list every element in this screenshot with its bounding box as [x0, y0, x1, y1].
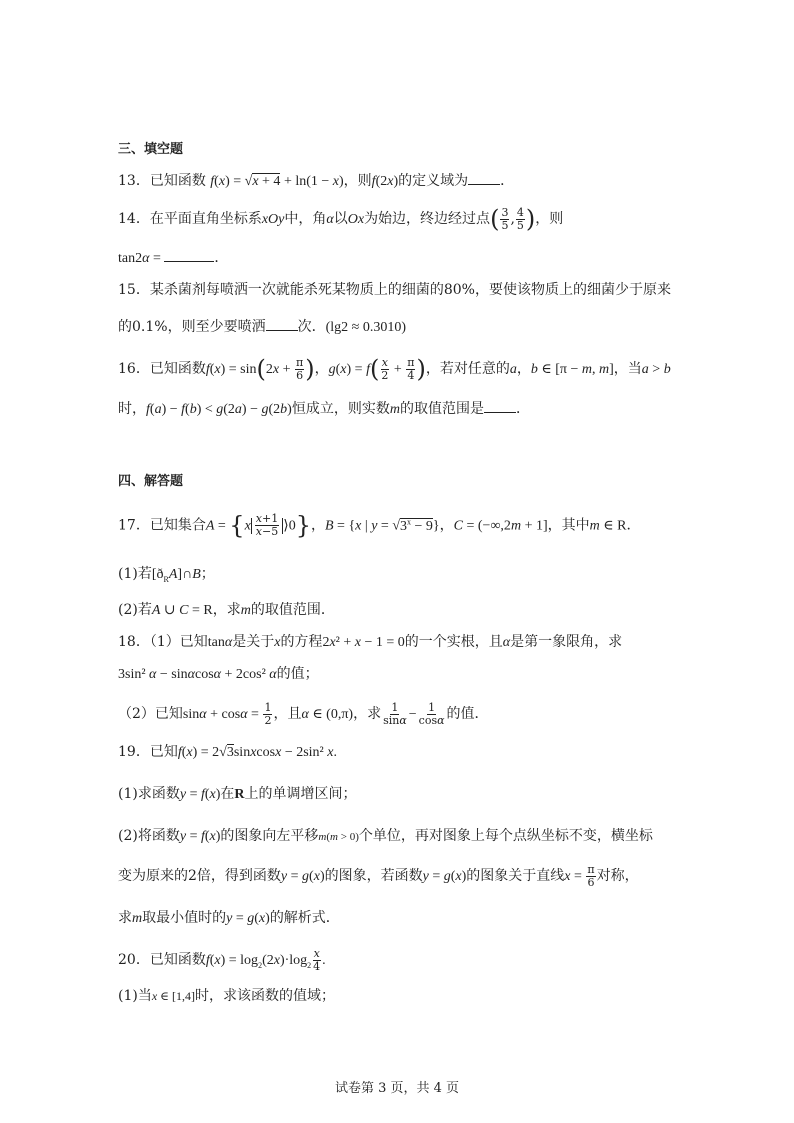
q20-number: 20． [118, 952, 150, 968]
question-16-line-2: 时，f(a) − f(b) < g(2a) − g(2b)恒成立，则实数m的取值范围是 ． [118, 398, 530, 420]
question-17-part-2: (2)若A ∪ C = R，求m的取值范围． [118, 602, 335, 618]
answer-blank [468, 170, 500, 185]
question-20: 20．已知函数$f(x) = \log_2(2x)\cdot\log_2$ $\frac{x}{4}$ . [118, 946, 326, 973]
q19-number: 19． [118, 744, 150, 760]
page-footer: 试卷第 3 页，共 4 页 [334, 1081, 460, 1096]
q14-number: 14． [118, 211, 150, 227]
question-19-part-2: (2)将函数y = f(x)的图象向左平移m(m > 0)个单位，再对图象上每个点纵坐标不变，横坐标 [118, 828, 653, 844]
q13-formula: f(x) = √x + 4 + ln(1 − x) [210, 174, 344, 189]
question-19-part-1: (1)求函数y = f(x)在R上的单调增区间； [118, 786, 357, 802]
answer-blank [164, 247, 214, 262]
question-19-part-2-line-3: 求m取最小值时的y = g(x)的解析式． [118, 910, 340, 926]
question-14: 14．在平面直角坐标系xOy中，角α以Ox为始边，终边经过点( $\frac{3}{5}$ , $\frac{4}{5}$ )，则 [118, 205, 564, 233]
question-20-part-1: (1)当x ∈ [1,4]时，求该函数的值域； [118, 988, 336, 1004]
question-18: 18．（1）已知tanα是关于x的方程2x² + x − 1 = 0的一个实根，且α是第一象限角，求 [118, 634, 623, 650]
question-15: 15．某杀菌剂每喷洒一次就能杀死某物质上的细菌的80%，要使该物质上的细菌少于原来 [118, 282, 671, 298]
q17-number: 17． [118, 517, 150, 534]
answer-blank [266, 316, 298, 331]
section-answer-title: 四、解答题 [118, 474, 184, 489]
question-16: 16．已知函数f(x) = sin(2x + $\frac{\pi}{6}$ )，g(x) = f( $\frac{x}{2}$ + $\frac{\pi}{4}$ )，若对任意的a，b ∈ [π − m, m]，当a > b [118, 355, 671, 383]
section-fill-in-title: 三、填空题 [118, 142, 184, 157]
question-15-line-2: 的0.1%，则至少要喷洒 次．(lg2 ≈ 0.3010) [118, 316, 406, 338]
q13-number: 13． [118, 173, 150, 189]
question-14-answer-line: tan2α = ． [118, 247, 228, 269]
q15-hint: (lg2 ≈ 0.3010) [325, 320, 406, 335]
question-19: 19．已知f(x) = 2√3sinxcosx − 2sin² x. [118, 744, 337, 760]
question-17-part-1: (1)若$[ð_RA]\cap B$； [118, 566, 215, 584]
q18-number: 18． [118, 634, 150, 650]
question-13: 13．已知函数 f(x) = √x + 4 + ln(1 − x)，则f(2x)的定义域为 ． [118, 170, 514, 192]
question-18-part-2: （2）已知sinα + cosα = $\frac{1}{2}$ ，且α ∈ (0,π)，求 $\frac{1}{\sin\alpha}$ − $\frac{1}{\cos\alpha}$ 的值． [118, 700, 489, 727]
question-17: 17．已知集合A = {x $\frac{x+1}{x-5}$ ⟩0}，B = {x | $y = √3^x - 9$}，C = (−∞,2m + 1]，其中m ∈ R． [118, 511, 641, 540]
question-19-part-2-line-2: 变为原来的2倍，得到函数y = g(x)的图象，若函数y = g(x)的图象关于直线x = $\frac{\pi}{6}$ 对称， [118, 862, 639, 889]
q15-number: 15． [118, 282, 150, 298]
q16-number: 16． [118, 361, 150, 377]
question-18-part-1-expression: 3sin² α − sinαcosα + 2cos² α的值； [118, 666, 319, 682]
answer-blank [484, 398, 516, 413]
